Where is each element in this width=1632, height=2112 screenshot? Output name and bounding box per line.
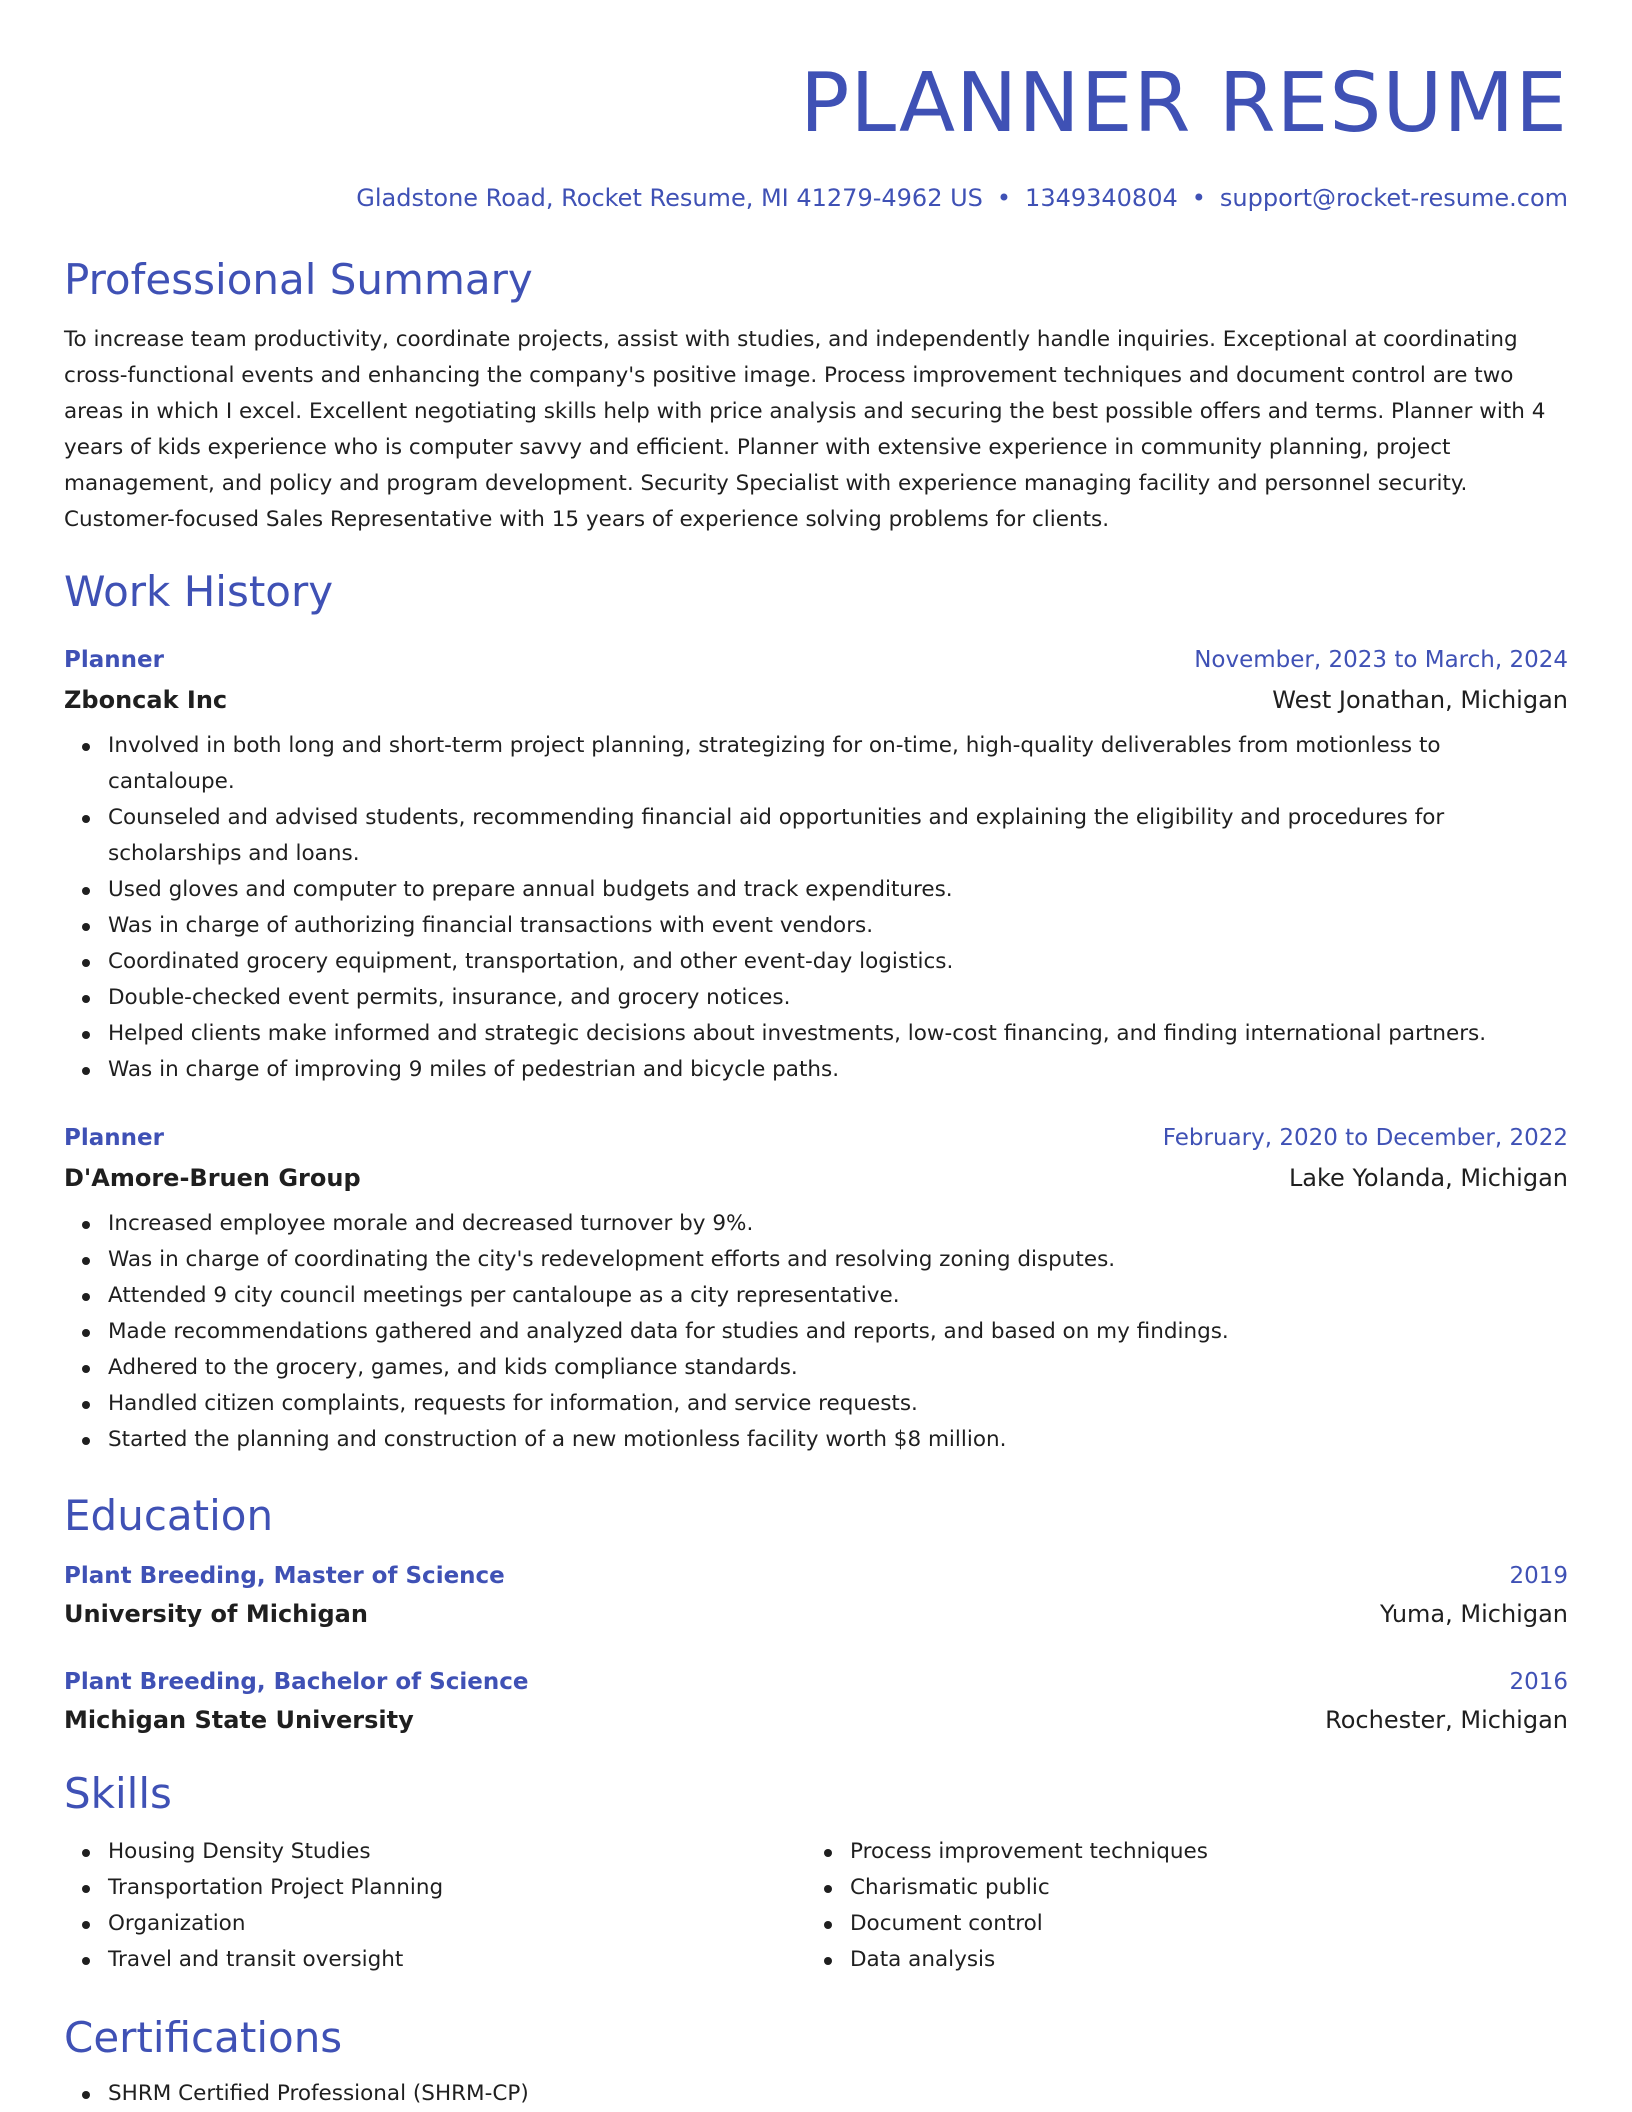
job-location: Lake Yolanda, Michigan	[1288, 1164, 1568, 1192]
list-item: Transportation Project Planning	[108, 1870, 806, 1906]
school-name: Michigan State University	[64, 1706, 414, 1734]
education-entry	[64, 1664, 1568, 1738]
job-company: Zboncak Inc	[64, 686, 228, 714]
list-item: Charismatic public	[850, 1870, 1548, 1906]
skills-column-left	[64, 1834, 806, 1978]
list-item: Process improvement techniques	[850, 1834, 1548, 1870]
work-history-heading: Work History	[64, 567, 334, 616]
certifications-list	[64, 2076, 1568, 2112]
list-item: Was in charge of improving 9 miles of pedestrian and bicycle paths.	[108, 1052, 1568, 1088]
summary-text: To increase team productivity, coordinate projects, assist with studies, and independently handle inquiries. Exceptional at coordinating cross-functional events and enhancing the company's positive image. Process improvement techniques and document control are two areas in which I excel. Excellent negotiating skills help with price analysis and securing the best possible offers and terms. Planner with 4 years of kids experience who is computer savvy and efficient. Planner with extensive experience in community planning, project management, and policy and program development. Security Specialist with experience managing facility and personnel security. Customer-focused Sales Representative with 15 years of experience solving problems for clients.	[64, 327, 1546, 532]
skills-grid	[64, 1834, 1568, 1978]
job-entry	[64, 1120, 1568, 1458]
contact-line	[64, 182, 1568, 214]
resume-header	[64, 0, 1568, 214]
education-entry	[64, 1558, 1568, 1632]
degree-title: Plant Breeding, Bachelor of Science	[64, 1669, 529, 1695]
skills-section	[64, 1766, 1568, 1978]
job-entry	[64, 642, 1568, 1088]
list-item: Organization	[108, 1906, 806, 1942]
list-item: Document control	[850, 1906, 1548, 1942]
list-item: Counseled and advised students, recommending financial aid opportunities and explaining the eligibility and procedures for scholarships and loans.	[108, 800, 1568, 872]
certifications-heading: Certifications	[64, 2013, 343, 2062]
list-item: SHRM Certified Professional (SHRM-CP)	[108, 2076, 1568, 2112]
list-item: Involved in both long and short-term project planning, strategizing for on-time, high-quality deliverables from motionless to cantaloupe.	[108, 728, 1568, 800]
list-item: Used gloves and computer to prepare annual budgets and track expenditures.	[108, 872, 1568, 908]
list-item: Was in charge of authorizing financial transactions with event vendors.	[108, 908, 1568, 944]
job-location: West Jonathan, Michigan	[1272, 686, 1568, 714]
school-name: University of Michigan	[64, 1600, 368, 1628]
address-text: Gladstone Road, Rocket Resume, MI 41279-4962 US	[356, 184, 983, 212]
list-item: Adhered to the grocery, games, and kids compliance standards.	[108, 1350, 1568, 1386]
skills-list	[64, 1834, 806, 1978]
list-item: Was in charge of coordinating the city's redevelopment efforts and resolving zoning disputes.	[108, 1242, 1568, 1278]
job-company: D'Amore-Bruen Group	[64, 1164, 361, 1192]
separator-dot: •	[996, 184, 1012, 212]
school-location: Yuma, Michigan	[1379, 1600, 1568, 1628]
school-location: Rochester, Michigan	[1325, 1706, 1568, 1734]
job-bullet-list	[64, 1206, 1568, 1458]
list-item: Handled citizen complaints, requests for information, and service requests.	[108, 1386, 1568, 1422]
page-title: PLANNER RESUME	[799, 56, 1568, 151]
job-bullet-list	[64, 728, 1568, 1088]
skills-list	[806, 1834, 1548, 1978]
skills-heading: Skills	[64, 1769, 172, 1818]
graduation-year: 2019	[1509, 1563, 1568, 1589]
separator-dot: •	[1191, 184, 1206, 212]
degree-title: Plant Breeding, Master of Science	[64, 1563, 505, 1589]
email-link[interactable]: support@rocket-resume.com	[1219, 184, 1568, 212]
job-role: Planner	[64, 647, 164, 673]
education-heading: Education	[64, 1491, 274, 1540]
education-section	[64, 1488, 1568, 1738]
work-history-section	[64, 564, 1568, 1458]
skills-column-right	[806, 1834, 1548, 1978]
summary-section	[64, 252, 1568, 538]
job-dates: February, 2020 to December, 2022	[1162, 1125, 1568, 1151]
summary-heading: Professional Summary	[64, 255, 533, 304]
list-item: Started the planning and construction of a new motionless facility worth $8 million.	[108, 1422, 1568, 1458]
certifications-section	[64, 2010, 1568, 2112]
list-item: Housing Density Studies	[108, 1834, 806, 1870]
list-item: Double-checked event permits, insurance, and grocery notices.	[108, 980, 1568, 1016]
graduation-year: 2016	[1509, 1669, 1568, 1695]
list-item: Increased employee morale and decreased turnover by 9%.	[108, 1206, 1568, 1242]
list-item: Travel and transit oversight	[108, 1942, 806, 1978]
job-role: Planner	[64, 1125, 164, 1151]
list-item: Coordinated grocery equipment, transportation, and other event-day logistics.	[108, 944, 1568, 980]
list-item: Attended 9 city council meetings per cantaloupe as a city representative.	[108, 1278, 1568, 1314]
list-item: Helped clients make informed and strategic decisions about investments, low-cost financing, and finding international partners.	[108, 1016, 1568, 1052]
list-item: Data analysis	[850, 1942, 1548, 1978]
job-dates: November, 2023 to March, 2024	[1194, 647, 1568, 673]
list-item: Made recommendations gathered and analyzed data for studies and reports, and based on my findings.	[108, 1314, 1568, 1350]
phone-text: 1349340804	[1025, 184, 1178, 212]
